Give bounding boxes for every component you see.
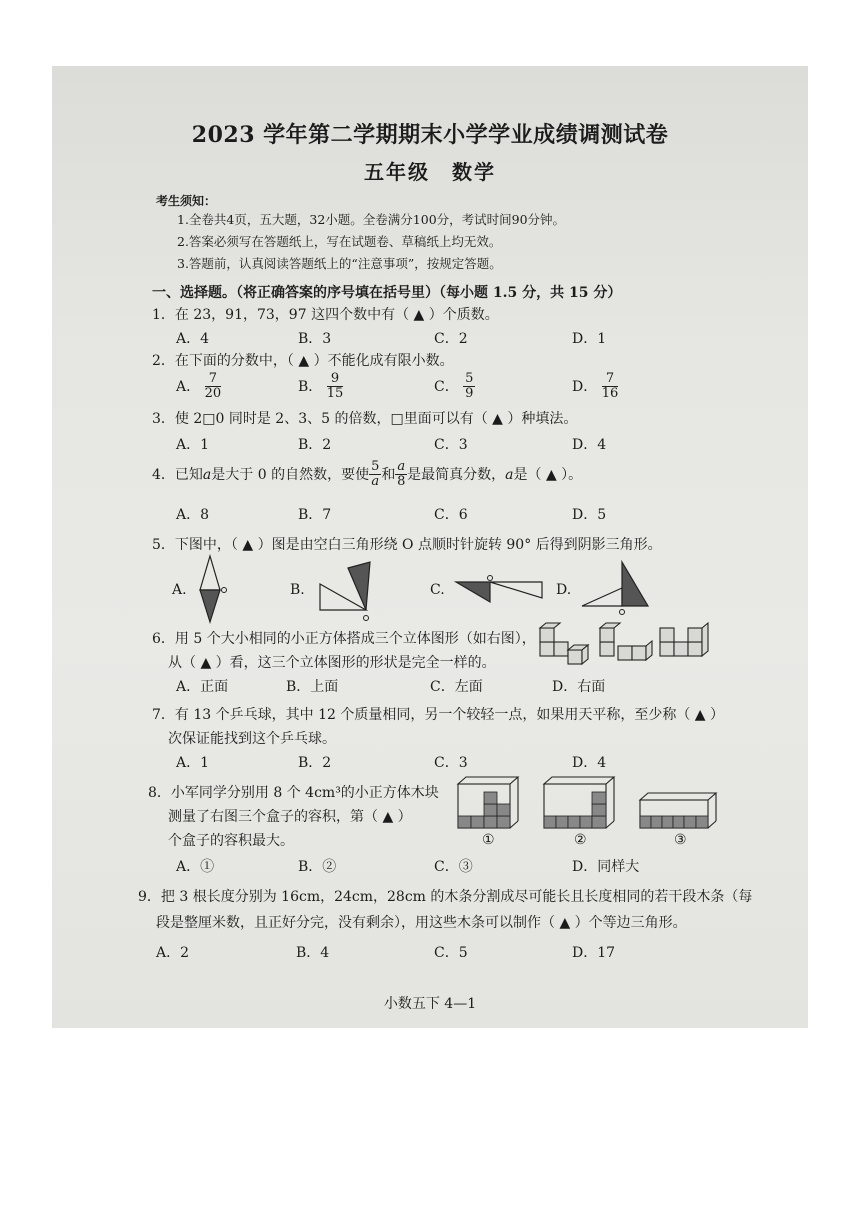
option-label: B．	[298, 378, 323, 395]
notice-item: 1.全卷共4页，五大题，32小题。全卷满分100分，考试时间90分钟。	[177, 212, 566, 227]
q5-figure-c	[456, 572, 546, 612]
q2-option-b	[298, 372, 343, 402]
q9-option-b: B．4	[296, 945, 330, 961]
q8-box-1	[454, 774, 524, 830]
fraction	[205, 372, 222, 402]
exam-paper-photo	[52, 66, 808, 1028]
q3-option-d: D．4	[572, 437, 607, 453]
option-label: C．	[434, 378, 459, 395]
q6-option-d: D．右面	[552, 679, 606, 695]
notice-item: 2.答案必须写在答题纸上，写在试题卷、草稿纸上均无效。	[177, 234, 502, 249]
denominator: 16	[601, 386, 619, 402]
q1-option-d: D．1	[572, 331, 607, 347]
numerator: 7	[205, 372, 222, 387]
fraction	[463, 372, 475, 402]
denominator: 8	[397, 474, 406, 490]
q9-option-c: C．5	[434, 945, 468, 961]
question-2: 2．在下面的分数中，（ ▲ ）不能化成有限小数。	[152, 353, 454, 369]
question-9-line-1: 9．把 3 根长度分别为 16cm，24cm，28cm 的木条分割成尽可能长且长度相同的若干段木条（每	[138, 889, 753, 905]
q6-cube-figure-2	[598, 626, 654, 668]
q2-option-a	[176, 372, 221, 402]
option-label: A．	[176, 378, 201, 395]
question-5: 5．下图中，（ ▲ ）图是由空白三角形绕 O 点顺时针旋转 90° 后得到阴影三角形。	[152, 537, 662, 553]
q6-cube-figure-3	[658, 626, 714, 668]
q7-option-b: B．2	[298, 755, 332, 771]
q5-figure-b	[318, 562, 378, 628]
q2-option-d	[572, 372, 618, 402]
text: 4．已知	[152, 466, 203, 483]
page-footer: 小数五下 4—1	[383, 996, 477, 1012]
q6-option-c: C．左面	[430, 679, 483, 695]
question-7-line-2: 次保证能找到这个乒乓球。	[168, 731, 336, 747]
fraction	[395, 460, 407, 490]
q3-option-b: B．2	[298, 437, 332, 453]
numerator: 9	[327, 372, 344, 387]
text: 是大于 0 的自然数，要使	[211, 466, 370, 483]
q8-option-c: C．③	[434, 859, 473, 875]
q8-box-3	[636, 790, 720, 830]
question-8-line-1: 8．小军同学分别用 8 个 4cm³的小正方体木块	[148, 785, 439, 801]
q3-option-a: A．1	[176, 437, 210, 453]
q9-option-d: D．17	[572, 945, 616, 961]
question-7-line-1: 7．有 13 个乒乓球，其中 12 个质量相同，另一个较轻一点，如果用天平称，至少称（ ▲ ）	[152, 707, 725, 723]
question-3: 3．使 2□0 同时是 2、3、5 的倍数，□里面可以有（ ▲ ）种填法。	[152, 411, 578, 427]
q6-option-a: A．正面	[176, 679, 229, 695]
variable: a	[505, 466, 514, 483]
q5-label-a: A.	[172, 582, 187, 598]
fraction	[327, 372, 344, 402]
denominator: 20	[204, 386, 222, 402]
question-1: 1．在 23，91，73，97 这四个数中有（ ▲ ）个质数。	[152, 307, 499, 323]
q1-option-a: A．4	[176, 331, 210, 347]
question-4	[152, 460, 582, 490]
q5-figure-d	[582, 562, 662, 618]
numerator: 7	[602, 372, 619, 387]
fraction	[602, 372, 619, 402]
q5-figure-a	[192, 556, 232, 626]
q7-option-c: C．3	[434, 755, 468, 771]
exam-title: 2023 学年第二学期期末小学学业成绩调测试卷	[191, 122, 669, 148]
q8-option-b: B．②	[298, 859, 337, 875]
q5-label-d: D.	[556, 582, 572, 598]
q8-option-d: D．同样大	[572, 859, 640, 875]
q5-label-c: C.	[430, 582, 445, 598]
q5-label-b: B.	[290, 582, 305, 598]
q8-box-label-3: ③	[674, 832, 687, 848]
numerator: a	[397, 459, 406, 474]
question-6-line-2: 从（ ▲ ）看，这三个立体图形的形状是完全一样的。	[168, 655, 496, 671]
q7-option-a: A．1	[176, 755, 210, 771]
question-9-line-2: 段是整厘米数，且正好分完，没有剩余），用这些木条可以制作（ ▲ ）个等边三角形。	[156, 915, 687, 931]
numerator: 5	[465, 371, 474, 386]
text: 和	[381, 466, 396, 483]
q2-option-c	[434, 372, 475, 402]
variable: a	[202, 466, 212, 483]
denominator: 15	[326, 386, 344, 402]
q3-option-c: C．3	[434, 437, 468, 453]
question-8-line-2: 测量了右图三个盒子的容积，第（ ▲ ）	[168, 809, 412, 825]
q8-box-label-2: ②	[574, 832, 587, 848]
section-heading: 一、选择题。（将正确答案的序号填在括号里）（每小题 1.5 分，共 15 分）	[152, 285, 622, 301]
q8-option-a: A．①	[176, 859, 215, 875]
denominator: a	[371, 474, 380, 490]
q6-cube-figure-1	[538, 626, 594, 668]
text: 是（ ▲ ）。	[513, 466, 583, 483]
q8-box-2	[540, 774, 620, 830]
fraction	[369, 460, 381, 490]
question-6-line-1: 6．用 5 个大小相同的小正方体搭成三个立体图形（如右图），	[152, 631, 536, 647]
notice-heading: 考生须知：	[156, 194, 217, 208]
denominator: 9	[465, 386, 474, 402]
numerator: 5	[371, 459, 380, 474]
q1-option-b: B．3	[298, 331, 332, 347]
q4-option-c: C．6	[434, 507, 468, 523]
question-8-line-3: 个盒子的容积最大。	[168, 833, 294, 849]
q1-option-c: C．2	[434, 331, 468, 347]
q4-option-d: D．5	[572, 507, 607, 523]
q4-option-a: A．8	[176, 507, 210, 523]
text: 是最简真分数，	[407, 466, 506, 483]
q9-option-a: A．2	[156, 945, 190, 961]
notice-item: 3.答题前，认真阅读答题纸上的“注意事项”，按规定答题。	[177, 256, 502, 271]
q8-box-label-1: ①	[482, 832, 495, 848]
q6-option-b: B．上面	[286, 679, 339, 695]
q4-option-b: B．7	[298, 507, 332, 523]
q7-option-d: D．4	[572, 755, 607, 771]
exam-subtitle: 五年级 数学	[364, 160, 496, 184]
option-label: D．	[572, 378, 598, 395]
